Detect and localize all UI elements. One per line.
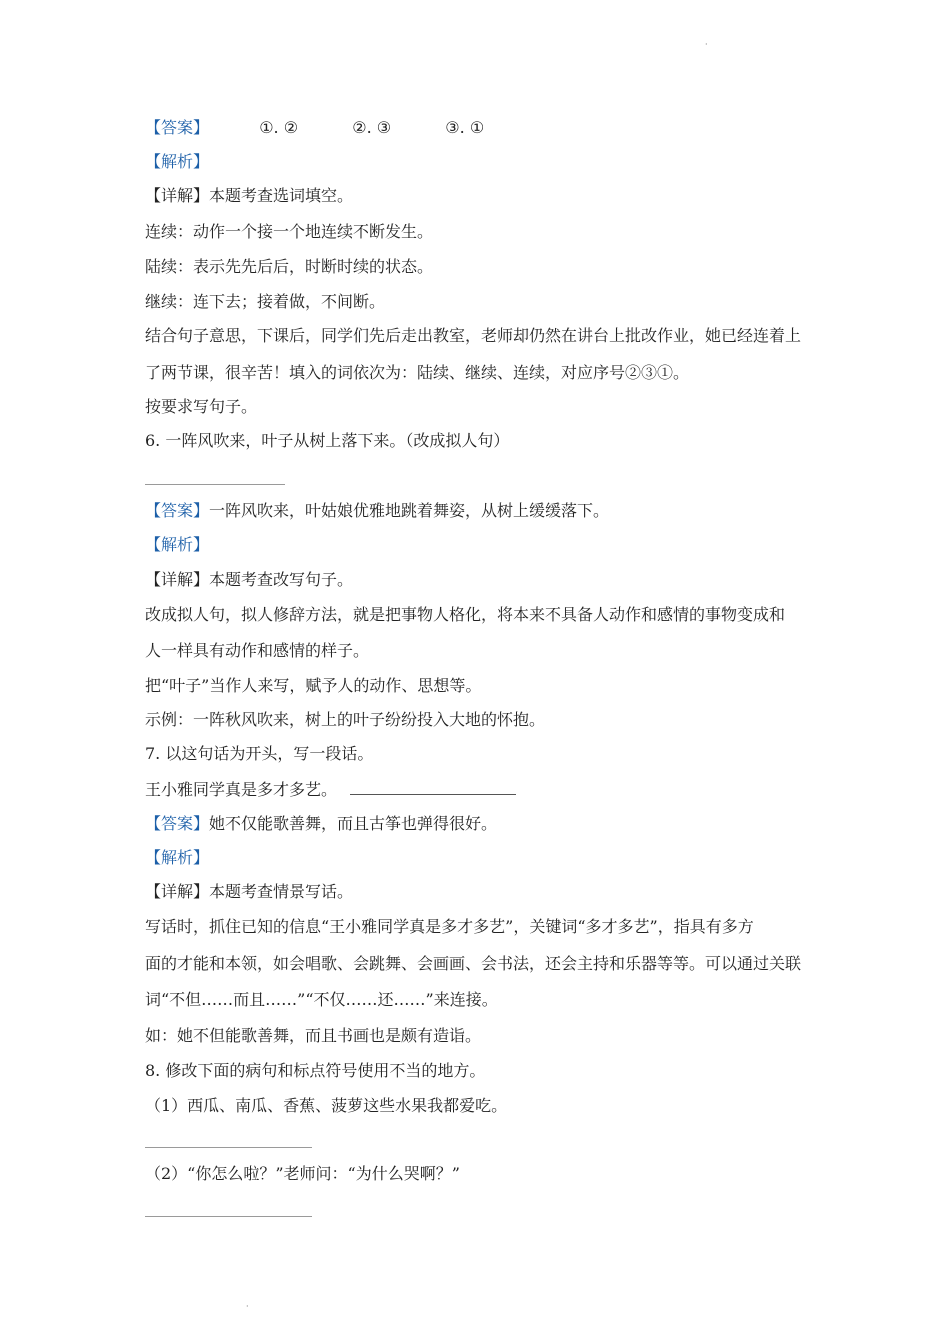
paragraph-line: 词“不但……而且……”“不仅……还……”来连接。 <box>145 990 498 1009</box>
prompt-text: 王小雅同学真是多才多艺。 <box>145 780 338 799</box>
answer-blank-line <box>145 1147 312 1148</box>
paragraph-line: 面的才能和本领，如会唱歌、会跳舞、会画画、会书法，还会主持和乐器等等。可以通过关联 <box>145 954 802 973</box>
analysis-tag: 【解析】 <box>145 535 210 554</box>
paragraph-line: 连续：动作一个接一个地连续不断发生。 <box>145 222 434 241</box>
detail-line: 【详解】本题考查情景写话。 <box>145 882 354 901</box>
answer-option: ①. ② <box>259 118 299 137</box>
answer-blank-line <box>145 484 285 485</box>
answer-tag: 【答案】 <box>145 814 210 833</box>
paragraph-line: 人一样具有动作和感情的样子。 <box>145 641 370 660</box>
answer-option: ③. ① <box>445 118 485 137</box>
answer-tag: 【答案】 <box>145 118 210 137</box>
paragraph-line: 示例：一阵秋风吹来，树上的叶子纷纷投入大地的怀抱。 <box>145 710 546 729</box>
sub-question-2: （2）“你怎么啦？”老师问：“为什么哭啊？” <box>145 1164 460 1183</box>
sub-question-1: （1）西瓜、南瓜、香蕉、菠萝这些水果我都爱吃。 <box>145 1096 508 1115</box>
q6-answer-line <box>145 500 609 522</box>
paragraph-line: 了两节课，很辛苦！填入的词依次为：陆续、继续、连续，对应序号②③①。 <box>145 363 690 382</box>
paragraph-line: 写话时，抓住已知的信息“王小雅同学真是多才多艺”，关键词“多才多艺”，指具有多方 <box>145 917 754 936</box>
q7-answer-line <box>145 813 497 835</box>
header-mark: · <box>705 40 708 49</box>
q5-answer-line <box>145 117 484 139</box>
paragraph-line: 改成拟人句，拟人修辞方法，就是把事物人格化，将本来不具备人动作和感情的事物变成和 <box>145 605 786 624</box>
section-heading: 按要求写句子。 <box>145 397 258 416</box>
answer-option: ②. ③ <box>352 118 392 137</box>
detail-line: 【详解】本题考查选词填空。 <box>145 186 354 205</box>
answer-text: 一阵风吹来，叶姑娘优雅地跳着舞姿，从树上缓缓落下。 <box>209 501 610 520</box>
paragraph-line: 把“叶子”当作人来写，赋予人的动作、思想等。 <box>145 676 482 695</box>
q7-prompt-line <box>145 778 516 801</box>
paragraph-line: 陆续：表示先先后后，时断时续的状态。 <box>145 257 434 276</box>
paragraph-line: 结合句子意思，下课后，同学们先后走出教室，老师却仍然在讲台上批改作业，她已经连着上 <box>145 326 802 345</box>
answer-tag: 【答案】 <box>145 501 210 520</box>
answer-blank <box>350 778 516 795</box>
question-8: 8. 修改下面的病句和标点符号使用不当的地方。 <box>145 1061 486 1080</box>
paragraph-line: 如：她不但能歌善舞，而且书画也是颇有造诣。 <box>145 1026 482 1045</box>
answer-blank-line <box>145 1216 312 1217</box>
detail-line: 【详解】本题考查改写句子。 <box>145 570 354 589</box>
analysis-tag: 【解析】 <box>145 848 210 867</box>
question-6: 6. 一阵风吹来，叶子从树上落下来。（改成拟人句） <box>145 431 510 450</box>
question-7: 7. 以这句话为开头，写一段话。 <box>145 744 374 763</box>
footer-mark: · <box>246 1302 249 1311</box>
paragraph-line: 继续：连下去；接着做，不间断。 <box>145 292 386 311</box>
analysis-tag: 【解析】 <box>145 152 210 171</box>
answer-text: 她不仅能歌善舞，而且古筝也弹得很好。 <box>209 814 498 833</box>
